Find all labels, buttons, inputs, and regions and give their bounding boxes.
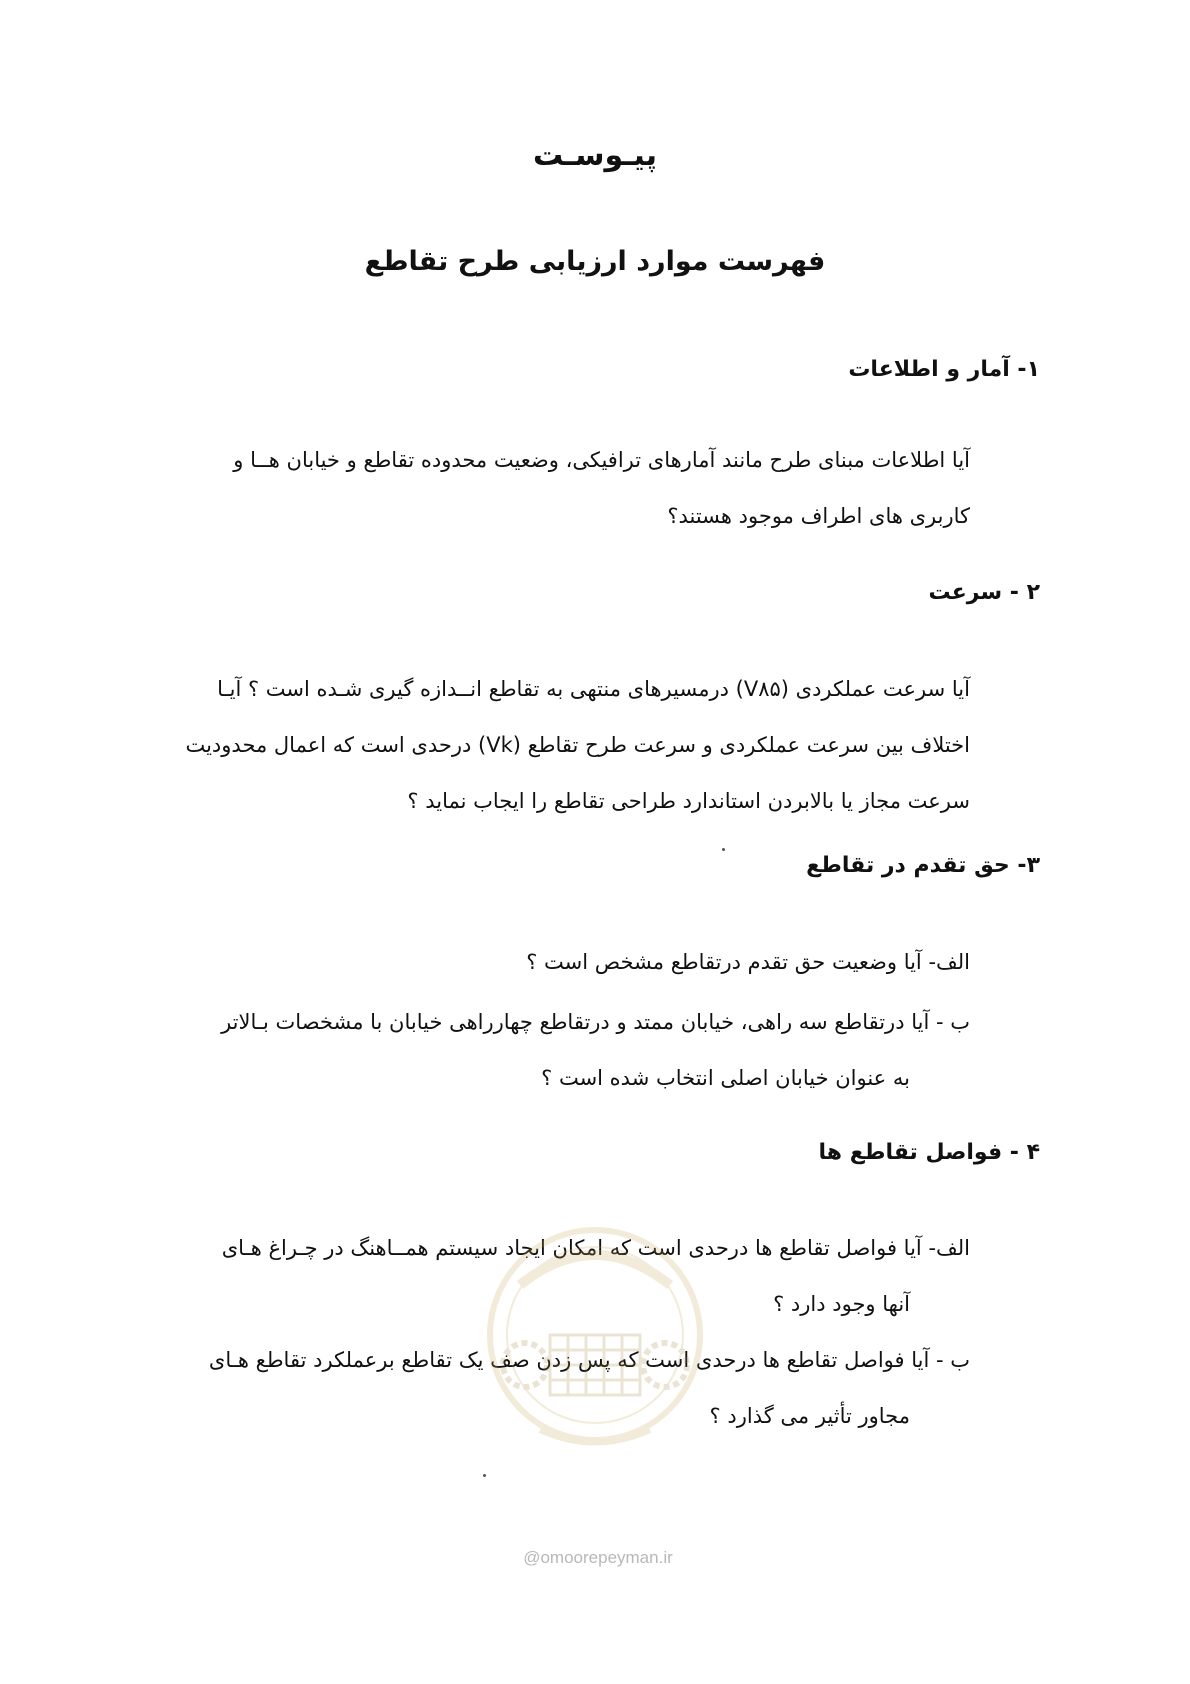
section-4-heading: ۴ - فواصل تقاطع ها (818, 1140, 1040, 1165)
item-line: به عنوان خیابان اصلی انتخاب شده است ؟ (541, 1066, 910, 1090)
item-line: ب - آیا درتقاطع سه راهی، خیابان ممتد و درتقاطع چهارراهی خیابان با مشخصات بـالاتر (221, 1010, 970, 1034)
item-line: آنها وجود دارد ؟ (773, 1292, 910, 1316)
section-2-paragraph (120, 661, 970, 829)
section-4-item-a (120, 1220, 970, 1332)
paragraph-line: اختلاف بین سرعت عملکردی و سرعت طرح تقاطع (Vk) درحدی است که اعمال محدودیت (185, 733, 970, 757)
item-line: ب - آیا فواصل تقاطع ها درحدی است که پس زدن صف یک تقاطع برعملکرد تقاطع هـای (208, 1348, 970, 1372)
item-line: الف- آیا فواصل تقاطع ها درحدی است که امکان ایجاد سیستم همــاهنگ در چـراغ هـای (221, 1236, 970, 1260)
section-1-heading: ۱- آمار و اطلاعات (848, 357, 1040, 382)
appendix-title: پیـوسـت (532, 138, 658, 173)
section-1-paragraph (120, 432, 970, 544)
item-line: الف- آیا وضعیت حق تقدم درتقاطع مشخص است ؟ (526, 950, 970, 974)
paragraph-line: کاربری های اطراف موجود هستند؟ (667, 504, 970, 528)
section-4-item-b (120, 1332, 970, 1444)
paragraph-line: آیا سرعت عملکردی (V۸۵) درمسیرهای منتهی به تقاطع انــدازه گیری شـده است ؟ آیـا (217, 677, 970, 701)
section-2-heading: ۲ - سرعت (928, 580, 1040, 605)
watermark-url: @omoorepeyman.ir (523, 1548, 673, 1567)
scan-speck (483, 1474, 486, 1477)
section-3-heading: ۳- حق تقدم در تقاطع (806, 853, 1040, 878)
list-title: فهرست موارد ارزیابی طرح تقاطع (364, 246, 826, 277)
scan-speck (722, 848, 725, 851)
paragraph-line: آیا اطلاعات مبنای طرح مانند آمارهای ترافیکی، وضعیت محدوده تقاطع و خیابان هــا و (233, 448, 970, 472)
paragraph-line: سرعت مجاز یا بالابردن استاندارد طراحی تقاطع را ایجاب نماید ؟ (407, 789, 970, 813)
item-line: مجاور تأثیر می گذارد ؟ (709, 1404, 910, 1428)
section-3-item-b (120, 994, 970, 1106)
section-3-item-a (120, 934, 970, 990)
